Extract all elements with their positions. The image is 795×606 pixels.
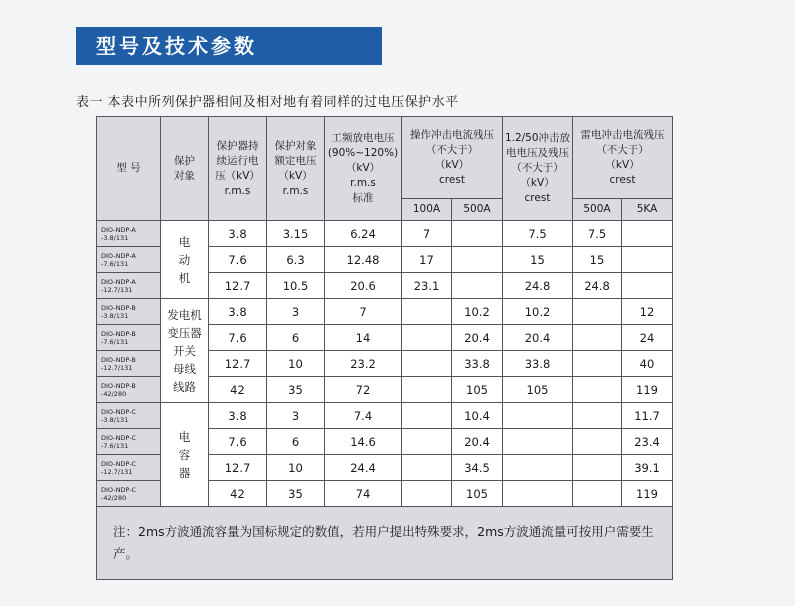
value-cell-l500: 24.8 [573, 273, 622, 299]
value-cell-un: 3 [267, 403, 325, 429]
model-cell: DIO-NDP-B -42/280 [97, 377, 161, 403]
model-cell: DIO-NDP-A -7.6/131 [97, 247, 161, 273]
value-cell-l500: 7.5 [573, 221, 622, 247]
value-cell-l500 [573, 377, 622, 403]
value-cell-un: 6 [267, 429, 325, 455]
value-cell-uc: 3.8 [209, 221, 267, 247]
header-power-frequency: 工频放电电压 (90%~120%) （kV） r.m.s 标准 [325, 117, 402, 221]
value-cell-pf: 14.6 [325, 429, 402, 455]
value-cell-pf: 74 [325, 481, 402, 507]
value-cell-uc: 12.7 [209, 455, 267, 481]
model-cell: DIO-NDP-B -7.6/131 [97, 325, 161, 351]
value-cell-li: 20.4 [503, 325, 573, 351]
value-cell-s100: 23.1 [402, 273, 452, 299]
model-cell: DIO-NDP-C -42/280 [97, 481, 161, 507]
header-rated-voltage: 保护对象 额定电压 （kV） r.m.s [267, 117, 325, 221]
table-caption: 表一 本表中所列保护器相间及相对地有着同样的过电压保护水平 [76, 95, 459, 110]
value-cell-un: 35 [267, 377, 325, 403]
header-switching-residual: 操作冲击电流残压 （不大于） （kV） crest [402, 117, 503, 199]
table-note: 注：2ms方波通流容量为国标规定的数值，若用户提出特殊要求，2ms方波通流量可按用户需要生产。 [97, 507, 673, 580]
value-cell-s100 [402, 403, 452, 429]
value-cell-l500 [573, 403, 622, 429]
value-cell-s500: 20.4 [452, 325, 503, 351]
table-row [97, 299, 673, 325]
value-cell-s500: 34.5 [452, 455, 503, 481]
value-cell-l500 [573, 481, 622, 507]
value-cell-s100: 17 [402, 247, 452, 273]
value-cell-l500 [573, 299, 622, 325]
header-switching-500a: 500A [452, 199, 503, 221]
model-cell: DIO-NDP-C -7.6/131 [97, 429, 161, 455]
value-cell-un: 10 [267, 455, 325, 481]
value-cell-uc: 3.8 [209, 299, 267, 325]
value-cell-s100 [402, 299, 452, 325]
header-lightning-5ka: 5KA [622, 199, 673, 221]
spec-table [96, 116, 673, 580]
value-cell-pf: 7 [325, 299, 402, 325]
value-cell-li: 33.8 [503, 351, 573, 377]
value-cell-l5k: 24 [622, 325, 673, 351]
value-cell-s100 [402, 455, 452, 481]
value-cell-li [503, 455, 573, 481]
value-cell-un: 10.5 [267, 273, 325, 299]
value-cell-s500: 20.4 [452, 429, 503, 455]
value-cell-un: 10 [267, 351, 325, 377]
value-cell-s100 [402, 325, 452, 351]
model-cell: DIO-NDP-A -3.8/131 [97, 221, 161, 247]
model-cell: DIO-NDP-C -12.7/131 [97, 455, 161, 481]
header-lightning-residual: 雷电冲击电流残压 （不大于） （kV） crest [573, 117, 673, 199]
value-cell-s500: 10.4 [452, 403, 503, 429]
value-cell-l5k: 39.1 [622, 455, 673, 481]
value-cell-pf: 12.48 [325, 247, 402, 273]
header-object: 保护 对象 [161, 117, 209, 221]
header-lightning-500a: 500A [573, 199, 622, 221]
value-cell-li [503, 481, 573, 507]
value-cell-l500 [573, 429, 622, 455]
value-cell-li [503, 429, 573, 455]
value-cell-l5k [622, 221, 673, 247]
value-cell-s100 [402, 481, 452, 507]
value-cell-s500: 105 [452, 377, 503, 403]
header-model: 型 号 [97, 117, 161, 221]
value-cell-s500 [452, 247, 503, 273]
model-cell: DIO-NDP-B -3.8/131 [97, 299, 161, 325]
value-cell-s500: 33.8 [452, 351, 503, 377]
protected-object-cell: 电 容 器 [161, 403, 209, 507]
value-cell-un: 35 [267, 481, 325, 507]
value-cell-l500 [573, 455, 622, 481]
value-cell-uc: 7.6 [209, 325, 267, 351]
section-title-banner: 型号及技术参数 [76, 27, 382, 65]
header-switching-100a: 100A [402, 199, 452, 221]
value-cell-l5k [622, 273, 673, 299]
protected-object-cell: 电 动 机 [161, 221, 209, 299]
value-cell-li [503, 403, 573, 429]
model-cell: DIO-NDP-C -3.8/131 [97, 403, 161, 429]
value-cell-li: 7.5 [503, 221, 573, 247]
value-cell-un: 3.15 [267, 221, 325, 247]
value-cell-l500 [573, 351, 622, 377]
value-cell-l5k: 119 [622, 481, 673, 507]
header-lightning-12-50: 1.2/50冲击放 电电压及残压 （不大于） （kV） crest [503, 117, 573, 221]
value-cell-uc: 12.7 [209, 273, 267, 299]
value-cell-s100 [402, 351, 452, 377]
value-cell-li: 24.8 [503, 273, 573, 299]
value-cell-l500: 15 [573, 247, 622, 273]
value-cell-s100: 7 [402, 221, 452, 247]
header-continuous-voltage: 保护器持 续运行电 压（kV） r.m.s [209, 117, 267, 221]
value-cell-s500 [452, 273, 503, 299]
value-cell-un: 3 [267, 299, 325, 325]
protected-object-cell: 发电机 变压器 开关 母线 线路 [161, 299, 209, 403]
table-row [97, 221, 673, 247]
value-cell-uc: 7.6 [209, 429, 267, 455]
value-cell-l5k: 12 [622, 299, 673, 325]
value-cell-uc: 42 [209, 481, 267, 507]
table-row [97, 403, 673, 429]
value-cell-uc: 7.6 [209, 247, 267, 273]
value-cell-pf: 6.24 [325, 221, 402, 247]
value-cell-s500: 105 [452, 481, 503, 507]
value-cell-pf: 14 [325, 325, 402, 351]
value-cell-s100 [402, 377, 452, 403]
value-cell-l5k [622, 247, 673, 273]
value-cell-l500 [573, 325, 622, 351]
value-cell-uc: 12.7 [209, 351, 267, 377]
value-cell-l5k: 119 [622, 377, 673, 403]
value-cell-uc: 3.8 [209, 403, 267, 429]
value-cell-s500 [452, 221, 503, 247]
value-cell-pf: 20.6 [325, 273, 402, 299]
value-cell-l5k: 11.7 [622, 403, 673, 429]
value-cell-li: 15 [503, 247, 573, 273]
value-cell-l5k: 40 [622, 351, 673, 377]
value-cell-pf: 72 [325, 377, 402, 403]
value-cell-li: 105 [503, 377, 573, 403]
model-cell: DIO-NDP-A -12.7/131 [97, 273, 161, 299]
value-cell-uc: 42 [209, 377, 267, 403]
value-cell-s500: 10.2 [452, 299, 503, 325]
value-cell-s100 [402, 429, 452, 455]
value-cell-pf: 23.2 [325, 351, 402, 377]
value-cell-un: 6.3 [267, 247, 325, 273]
value-cell-pf: 7.4 [325, 403, 402, 429]
value-cell-li: 10.2 [503, 299, 573, 325]
value-cell-l5k: 23.4 [622, 429, 673, 455]
model-cell: DIO-NDP-B -12.7/131 [97, 351, 161, 377]
value-cell-pf: 24.4 [325, 455, 402, 481]
value-cell-un: 6 [267, 325, 325, 351]
